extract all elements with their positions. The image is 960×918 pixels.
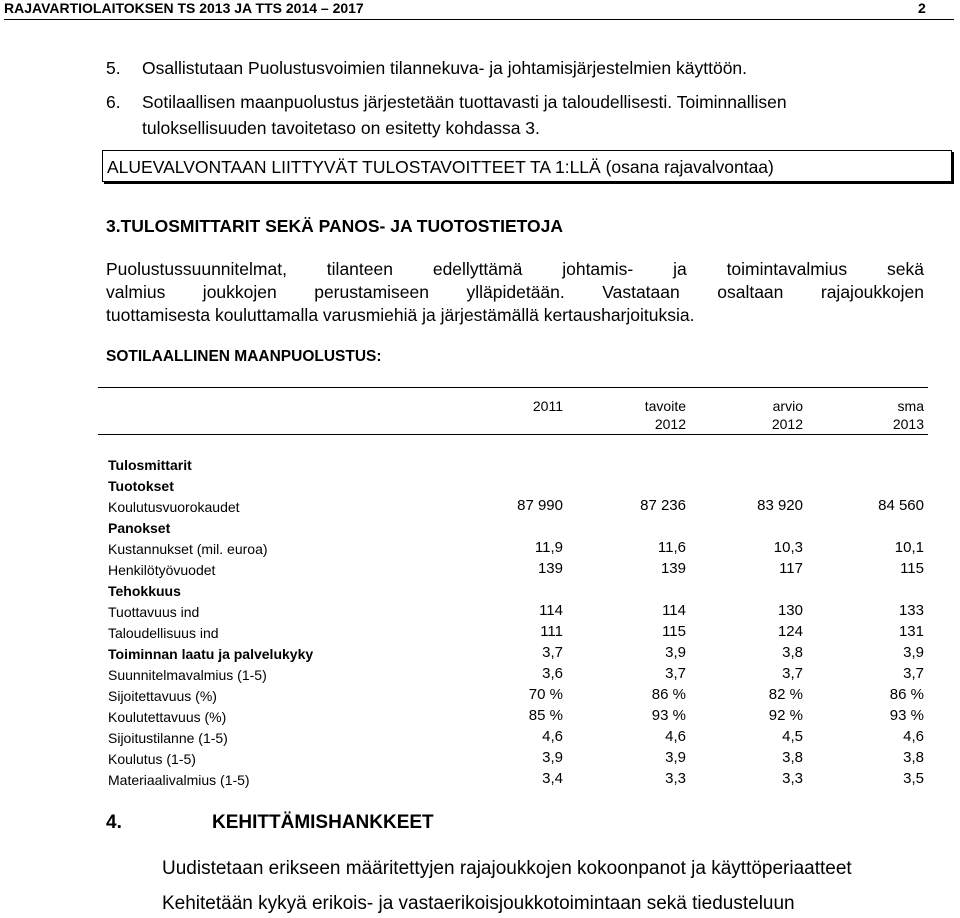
table-cell: 3,3: [782, 770, 803, 787]
table-cell: 3,4: [542, 770, 563, 787]
table-row-label: Tuottavuus ind: [108, 604, 200, 620]
table-row-label: Materiaalivalmius (1-5): [108, 772, 250, 788]
table-cell: 83 920: [757, 497, 803, 514]
table-cell: 4,6: [665, 728, 686, 745]
list-item-number: 6.: [106, 92, 121, 112]
list-item-text: tuloksellisuuden tavoitetaso on esitetty kohdassa 3.: [142, 118, 540, 138]
table-cell: 115: [662, 623, 686, 640]
table-cell: 3,9: [903, 644, 924, 661]
table-cell: 3,8: [782, 749, 803, 766]
paragraph-line: Puolustussuunnitelmat, tilanteen edellyttämä johtamis- ja toimintavalmius sekä: [106, 259, 924, 279]
table-cell: 114: [662, 602, 686, 619]
page-number: 2: [918, 0, 926, 16]
table-cell: 11,6: [657, 539, 686, 556]
table-cell: 3,8: [782, 644, 803, 661]
column-header: 2013: [892, 416, 924, 432]
table-cell: 3,9: [542, 749, 563, 766]
table-row-label: Suunnitelmavalmius (1-5): [108, 667, 267, 683]
table-row-label: Panokset: [108, 520, 171, 536]
development-item: Uudistetaan erikseen määritettyjen rajajoukkojen kokoonpanot ja käyttöperiaatteet: [162, 858, 852, 879]
table-cell: 3,6: [542, 665, 563, 682]
header-divider: [4, 19, 954, 20]
table-cell: 11,9: [534, 539, 563, 556]
table-cell: 87 990: [517, 497, 563, 514]
table-cell: 3,8: [903, 749, 924, 766]
table-row-label: Tehokkuus: [108, 583, 181, 599]
subheading: SOTILAALLINEN MAANPUOLUSTUS:: [106, 348, 382, 365]
table-cell: 3,7: [542, 644, 563, 661]
table-cell: 92 %: [768, 707, 803, 724]
table-cell: 3,5: [903, 770, 924, 787]
table-cell: 3,7: [782, 665, 803, 682]
boxed-heading: ALUEVALVONTAAN LIITTYVÄT TULOSTAVOITTEET TA 1:LLÄ (osana rajavalvontaa): [102, 150, 952, 182]
column-header: sma: [897, 398, 924, 414]
table-cell: 4,6: [542, 728, 563, 745]
table-cell: 115: [900, 560, 924, 577]
table-cell: 133: [898, 602, 924, 619]
column-header: 2012: [771, 416, 803, 432]
list-item-text: Sotilaallisen maanpuolustus järjestetään tuottavasti ja taloudellisesti. Toiminnallisen: [142, 92, 787, 112]
table-cell: 139: [537, 560, 563, 577]
list-item-text: Osallistutaan Puolustusvoimien tilannekuva- ja johtamisjärjestelmien käyttöön.: [142, 58, 748, 78]
list-item-number: 5.: [106, 58, 121, 78]
table-row-label: Kustannukset (mil. euroa): [108, 541, 268, 557]
table-row-label: Koulutus (1-5): [108, 751, 196, 767]
table-row-label: Koulutusvuorokaudet: [108, 499, 240, 515]
table-cell: 3,9: [665, 749, 686, 766]
section-4-number: 4.: [106, 812, 122, 833]
document-header-title: RAJAVARTIOLAITOKSEN TS 2013 JA TTS 2014 – 2017: [4, 0, 364, 16]
table-cell: 124: [777, 623, 803, 640]
table-cell: 10,3: [773, 539, 803, 556]
table-cell: 82 %: [768, 686, 803, 703]
table-cell: 86 %: [889, 686, 924, 703]
table-row-label: Taloudellisuus ind: [108, 625, 219, 641]
table-row-label: Henkilötyövuodet: [108, 562, 216, 578]
column-header: tavoite: [644, 398, 686, 414]
section-3-title: 3.TULOSMITTARIT SEKÄ PANOS- JA TUOTOSTIETOJA: [106, 216, 563, 236]
column-header: 2012: [654, 416, 686, 432]
table-cell: 4,6: [903, 728, 924, 745]
table-row-label: Tulosmittarit: [108, 457, 192, 473]
table-row-label: Koulutettavuus (%): [108, 709, 227, 725]
table-cell: 3,7: [903, 665, 924, 682]
table-cell: 86 %: [651, 686, 686, 703]
table-cell: 130: [777, 602, 803, 619]
table-row-label: Sijoitettavuus (%): [108, 688, 217, 704]
table-cell: 111: [540, 623, 563, 640]
table-cell: 4,5: [782, 728, 803, 745]
column-header: 2011: [532, 398, 563, 414]
table-cell: 3,3: [665, 770, 686, 787]
section-3-paragraph: [106, 258, 924, 327]
table-cell: 3,7: [665, 665, 686, 682]
table-cell: 131: [898, 623, 924, 640]
section-4-title: KEHITTÄMISHANKKEET: [212, 812, 434, 833]
table-cell: 139: [660, 560, 686, 577]
table-cell: 3,9: [665, 644, 686, 661]
paragraph-line: valmius joukkojen perustamiseen ylläpidetään. Vastataan osaltaan rajajoukkojen: [106, 282, 924, 302]
table-cell: 87 236: [640, 497, 686, 514]
table-cell: 93 %: [651, 707, 686, 724]
table-top-rule: [98, 387, 928, 388]
table-cell: 93 %: [889, 707, 924, 724]
table-row-label: Tuotokset: [108, 478, 174, 494]
table-row-label: Toiminnan laatu ja palvelukyky: [108, 646, 314, 662]
table-cell: 114: [539, 602, 563, 619]
table-cell: 117: [779, 560, 803, 577]
table-cell: 70 %: [528, 686, 563, 703]
table-cell: 85 %: [528, 707, 563, 724]
column-header: arvio: [772, 398, 803, 414]
table-header-rule: [98, 434, 928, 435]
table-row-label: Sijoitustilanne (1-5): [108, 730, 228, 746]
table-cell: 10,1: [894, 539, 924, 556]
table-cell: 84 560: [878, 497, 924, 514]
development-item: Kehitetään kykyä erikois- ja vastaerikoisjoukkotoimintaan sekä tiedusteluun: [162, 893, 795, 914]
paragraph-line: tuottamisesta kouluttamalla varusmiehiä ja järjestämällä kertausharjoituksia.: [106, 305, 695, 325]
